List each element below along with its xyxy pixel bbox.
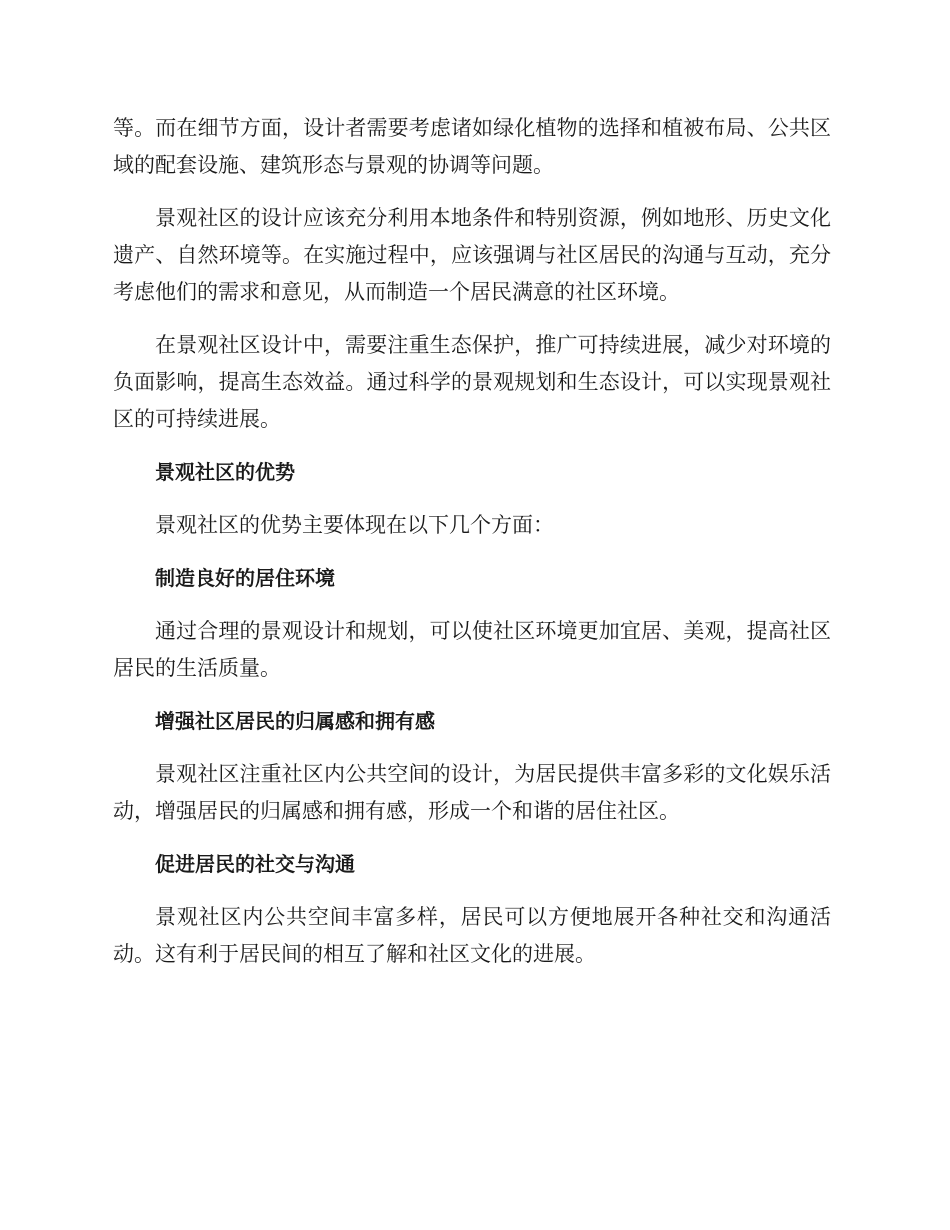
subheading-social: 促进居民的社交与沟通 [155, 852, 355, 876]
paragraph-continued: 等。而在细节方面，设计者需要考虑诸如绿化植物的选择和植被布局、公共区域的配套设施、建筑形态与景观的协调等问题。 [113, 116, 831, 177]
paragraph-ecology: 在景观社区设计中，需要注重生态保护，推广可持续进展，减少对环境的负面影响，提高生态效益。通过科学的景观规划和生态设计，可以实现景观社区的可持续进展。 [113, 333, 831, 431]
paragraph-belonging: 景观社区注重社区内公共空间的设计，为居民提供丰富多彩的文化娱乐活动，增强居民的归属感和拥有感，形成一个和谐的居住社区。 [113, 762, 831, 823]
subheading-living-environment: 制造良好的居住环境 [155, 566, 335, 590]
document-body [113, 110, 831, 989]
paragraph-design-resources: 景观社区的设计应该充分利用本地条件和特别资源，例如地形、历史文化遗产、自然环境等。在实施过程中，应该强调与社区居民的沟通与互动，充分考虑他们的需求和意见，从而制造一个居民满意的社区环境。 [113, 206, 831, 304]
subheading-belonging: 增强社区居民的归属感和拥有感 [155, 709, 435, 733]
paragraph-living-environment: 通过合理的景观设计和规划，可以使社区环境更加宜居、美观，提高社区居民的生活质量。 [113, 619, 831, 680]
paragraph-social: 景观社区内公共空间丰富多样，居民可以方便地展开各种社交和沟通活动。这有利于居民间的相互了解和社区文化的进展。 [113, 905, 831, 966]
paragraph-advantages-intro: 景观社区的优势主要体现在以下几个方面： [155, 513, 554, 537]
section-heading-advantages: 景观社区的优势 [155, 460, 295, 484]
